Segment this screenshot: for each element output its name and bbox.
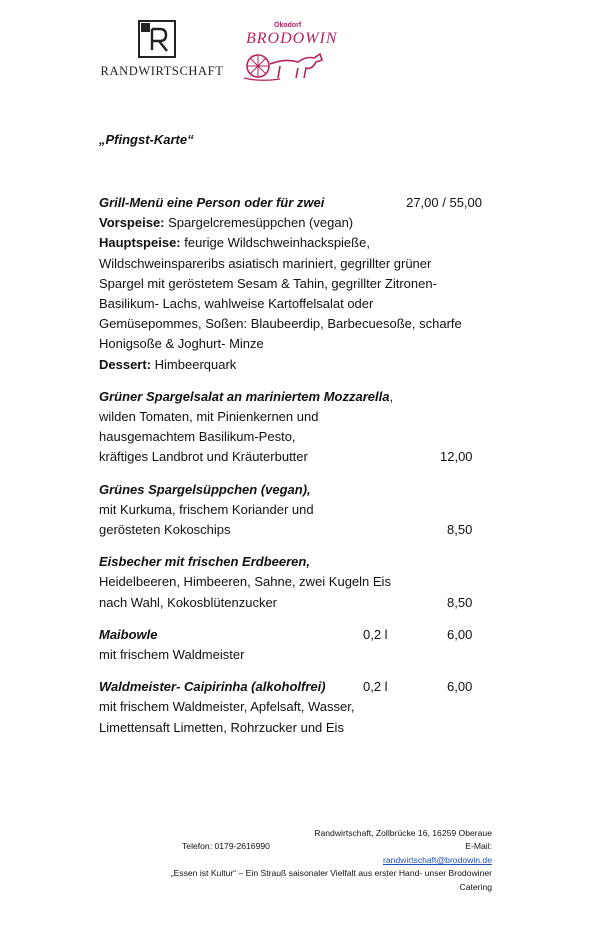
menu-title: „Pfingst-Karte“ <box>99 132 194 147</box>
main-text: feurige Wildschweinhackspieße, <box>180 235 370 251</box>
item-price: 8,50 <box>447 594 473 610</box>
description-line: mit Kurkuma, frischem Koriander und <box>99 501 314 517</box>
description-line: Basilikum- Lachs, wahlweise Kartoffelsalat oder <box>99 296 374 312</box>
item-name: Eisbecher mit frischen Erdbeeren, <box>99 554 310 570</box>
description-line: gerösteten Kokoschips <box>99 522 231 538</box>
menu-item-maibowle <box>99 625 499 665</box>
menu-list <box>99 193 499 738</box>
footer-address: Randwirtschaft, Zollbrücke 16, 16259 Oberaue <box>314 828 492 838</box>
main-label: Hauptspeise: <box>99 235 181 251</box>
description-line: kräftiges Landbrot und Kräuterbutter <box>99 449 308 465</box>
brodowin-logo <box>240 22 338 86</box>
item-name: Grill-Menü eine Person oder für zwei <box>99 195 325 210</box>
footer-email-label: E-Mail: <box>465 841 492 852</box>
menu-item-salad <box>99 387 499 468</box>
description-line: Honigsoße & Joghurt- Minze <box>99 336 264 352</box>
menu-item-caipirinha <box>99 677 499 738</box>
description-line: hausgemachtem Basilikum-Pesto, <box>99 429 296 445</box>
description-line: mit frischem Waldmeister, Apfelsaft, Wasser, <box>99 699 355 715</box>
item-name: Grüner Spargelsalat an mariniertem Mozzarella <box>99 388 390 404</box>
item-quantity: 0,2 l <box>363 626 388 642</box>
description-line: Heidelbeeren, Himbeeren, Sahne, zwei Kugeln Eis <box>99 574 391 590</box>
description-line: Wildschweinspareribs asiatisch mariniert, gegrillter grüner <box>99 255 432 271</box>
menu-item-icecream <box>99 552 499 613</box>
description-line: wilden Tomaten, mit Pinienkernen und <box>99 409 319 425</box>
description-line: Limettensaft Limetten, Rohrzucker und Eis <box>99 719 344 735</box>
item-name: Waldmeister- Caipirinha (alkoholfrei) <box>99 679 326 695</box>
item-quantity: 0,2 l <box>363 679 388 695</box>
item-name-suffix: , <box>389 388 394 404</box>
starter-text: Spargelcremesüppchen (vegan) <box>164 215 354 231</box>
item-price: 6,00 <box>447 679 473 695</box>
description-line: nach Wahl, Kokosblütenzucker <box>99 594 278 610</box>
dessert-text: Himbeerquark <box>151 356 237 372</box>
menu-item-soup <box>99 480 499 541</box>
menu-item-grill <box>99 193 499 375</box>
item-price: 27,00 / 55,00 <box>406 195 482 210</box>
randwirtschaft-r-mark-icon <box>138 20 176 58</box>
footer-slogan: „Essen ist Kultur“ – Ein Strauß saisonaler Vielfalt aus erster Hand- unser Brodowiner <box>170 868 492 879</box>
item-price: 6,00 <box>447 626 473 642</box>
footer <box>92 827 492 894</box>
description-line: mit frischem Waldmeister <box>99 647 245 663</box>
item-name: Grünes Spargelsüppchen (vegan), <box>99 481 311 497</box>
cart-horse-icon <box>240 48 330 82</box>
footer-phone: Telefon: 0179-2616990 <box>182 841 270 852</box>
starter-label: Vorspeise: <box>99 215 165 231</box>
item-price: 12,00 <box>440 449 473 465</box>
footer-slogan-end: Catering <box>459 881 492 892</box>
randwirtschaft-wordmark: RANDWIRTSCHAFT <box>100 64 224 78</box>
item-name: Maibowle <box>99 626 158 642</box>
brodowin-oekodorf-label: Ökodorf <box>274 22 302 29</box>
dessert-label: Dessert: <box>99 356 152 372</box>
description-line: Gemüsepommes, Soßen: Blaubeerdip, Barbecuesoße, scharfe <box>99 316 462 332</box>
brodowin-name: BRODOWIN <box>246 30 338 47</box>
description-line: Spargel mit geröstetem Sesam & Tahin, gegrillter Zitronen- <box>99 275 437 291</box>
footer-email-link[interactable]: randwirtschaft@brodowin.de <box>382 854 492 865</box>
randwirtschaft-logo <box>92 20 232 82</box>
item-price: 8,50 <box>447 522 473 538</box>
